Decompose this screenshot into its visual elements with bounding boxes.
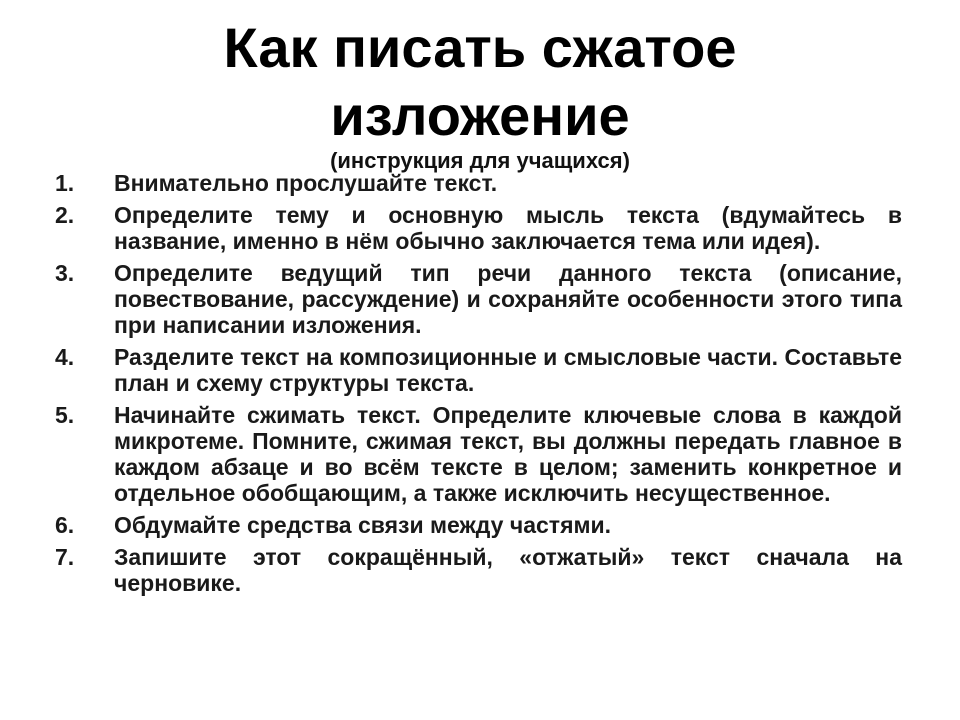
slide-title (0, 14, 960, 150)
item-text: Начинайте сжимать текст. Определите ключевые слова в каждой микротеме. Помните, сжимая текст, вы должны передать главное в каждом абзаце и во всём тексте в целом; заменить конкретное и отдельное обобщающим, а также исключить несущественное. (114, 402, 902, 506)
list-item (55, 512, 902, 538)
list-item (55, 344, 902, 396)
item-number: 3. (55, 260, 75, 286)
item-text: Запишите этот сокращённый, «отжатый» текст сначала на черновике. (114, 544, 902, 596)
title-line-2: изложение (330, 84, 630, 147)
title-line-1: Как писать сжатое (223, 16, 737, 79)
list-item (55, 170, 902, 196)
list-item (55, 202, 902, 254)
item-number: 5. (55, 402, 75, 428)
instruction-list (55, 170, 902, 602)
slide-subtitle: (инструкция для учащихся) (330, 148, 630, 173)
list-item (55, 402, 902, 506)
item-text: Определите тему и основную мысль текста (вдумайтесь в название, именно в нём обычно заключается тема или идея). (114, 202, 902, 254)
item-number: 1. (55, 170, 75, 196)
item-number: 7. (55, 544, 75, 570)
list-item (55, 260, 902, 338)
item-text: Внимательно прослушайте текст. (114, 170, 498, 196)
list-item (55, 544, 902, 596)
item-number: 6. (55, 512, 75, 538)
item-text: Обдумайте средства связи между частями. (114, 512, 612, 538)
item-number: 2. (55, 202, 75, 228)
item-text: Разделите текст на композиционные и смысловые части. Составьте план и схему структуры текста. (114, 344, 902, 396)
item-text: Определите ведущий тип речи данного текста (описание, повествование, рассуждение) и сохраняйте особенности этого типа при написании изложения. (114, 260, 902, 338)
item-number: 4. (55, 344, 75, 370)
